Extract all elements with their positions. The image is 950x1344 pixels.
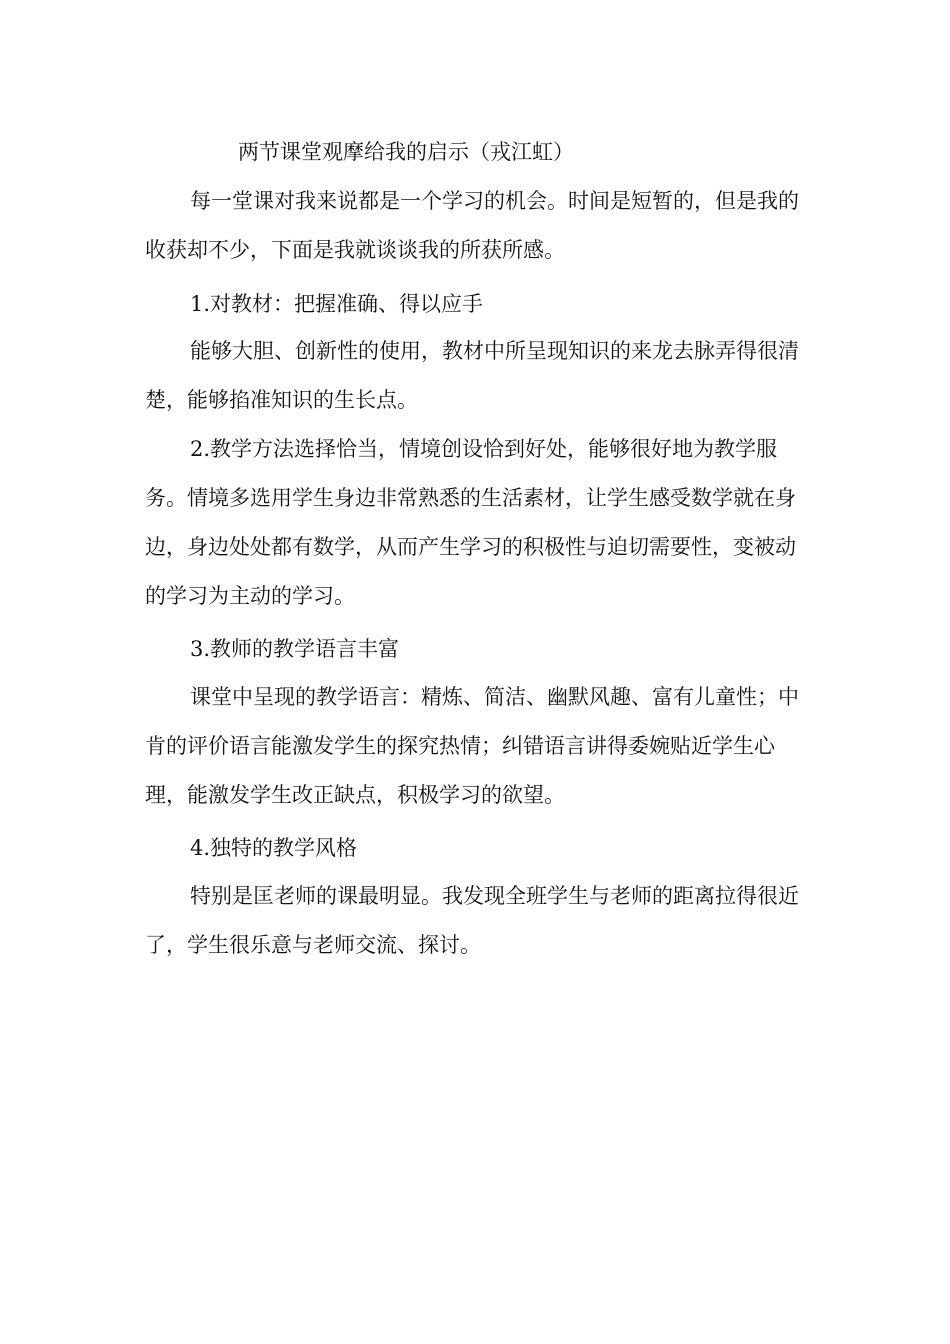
paragraph-intro: 每一堂课对我来说都是一个学习的机会。时间是短暂的，但是我的收获却不少，下面是我就谈谈我的所获所感。 bbox=[145, 189, 799, 262]
section-heading-4: 4.独特的教学风格 bbox=[190, 836, 358, 860]
section-heading-3: 3.教师的教学语言丰富 bbox=[190, 637, 400, 661]
paragraph-section-1: 能够大胆、创新性的使用，教材中所呈现知识的来龙去脉弄得很清楚，能够掐准知识的生长点。 bbox=[145, 339, 799, 412]
paragraph-section-2: 2.教学方法选择恰当，情境创设恰到好处，能够很好地为教学服务。情境多选用学生身边非常熟悉的生活素材，让学生感受数学就在身边，身边处处都有数学，从而产生学习的积极性与迫切需要性，变被动的学习为主动的学习。 bbox=[145, 437, 796, 608]
paragraph-section-4: 特别是匡老师的课最明显。我发现全班学生与老师的距离拉得很近了，学生很乐意与老师交流、探讨。 bbox=[145, 884, 799, 957]
document-title: 两节课堂观摩给我的启示（戎江虹） bbox=[238, 140, 574, 164]
paragraph-section-3: 课堂中呈现的教学语言：精炼、简洁、幽默风趣、富有儿童性；中肯的评价语言能激发学生的探究热情；纠错语言讲得委婉贴近学生心理，能激发学生改正缺点，积极学习的欲望。 bbox=[145, 685, 799, 807]
section-heading-1: 1.对教材：把握准确、得以应手 bbox=[190, 292, 484, 316]
